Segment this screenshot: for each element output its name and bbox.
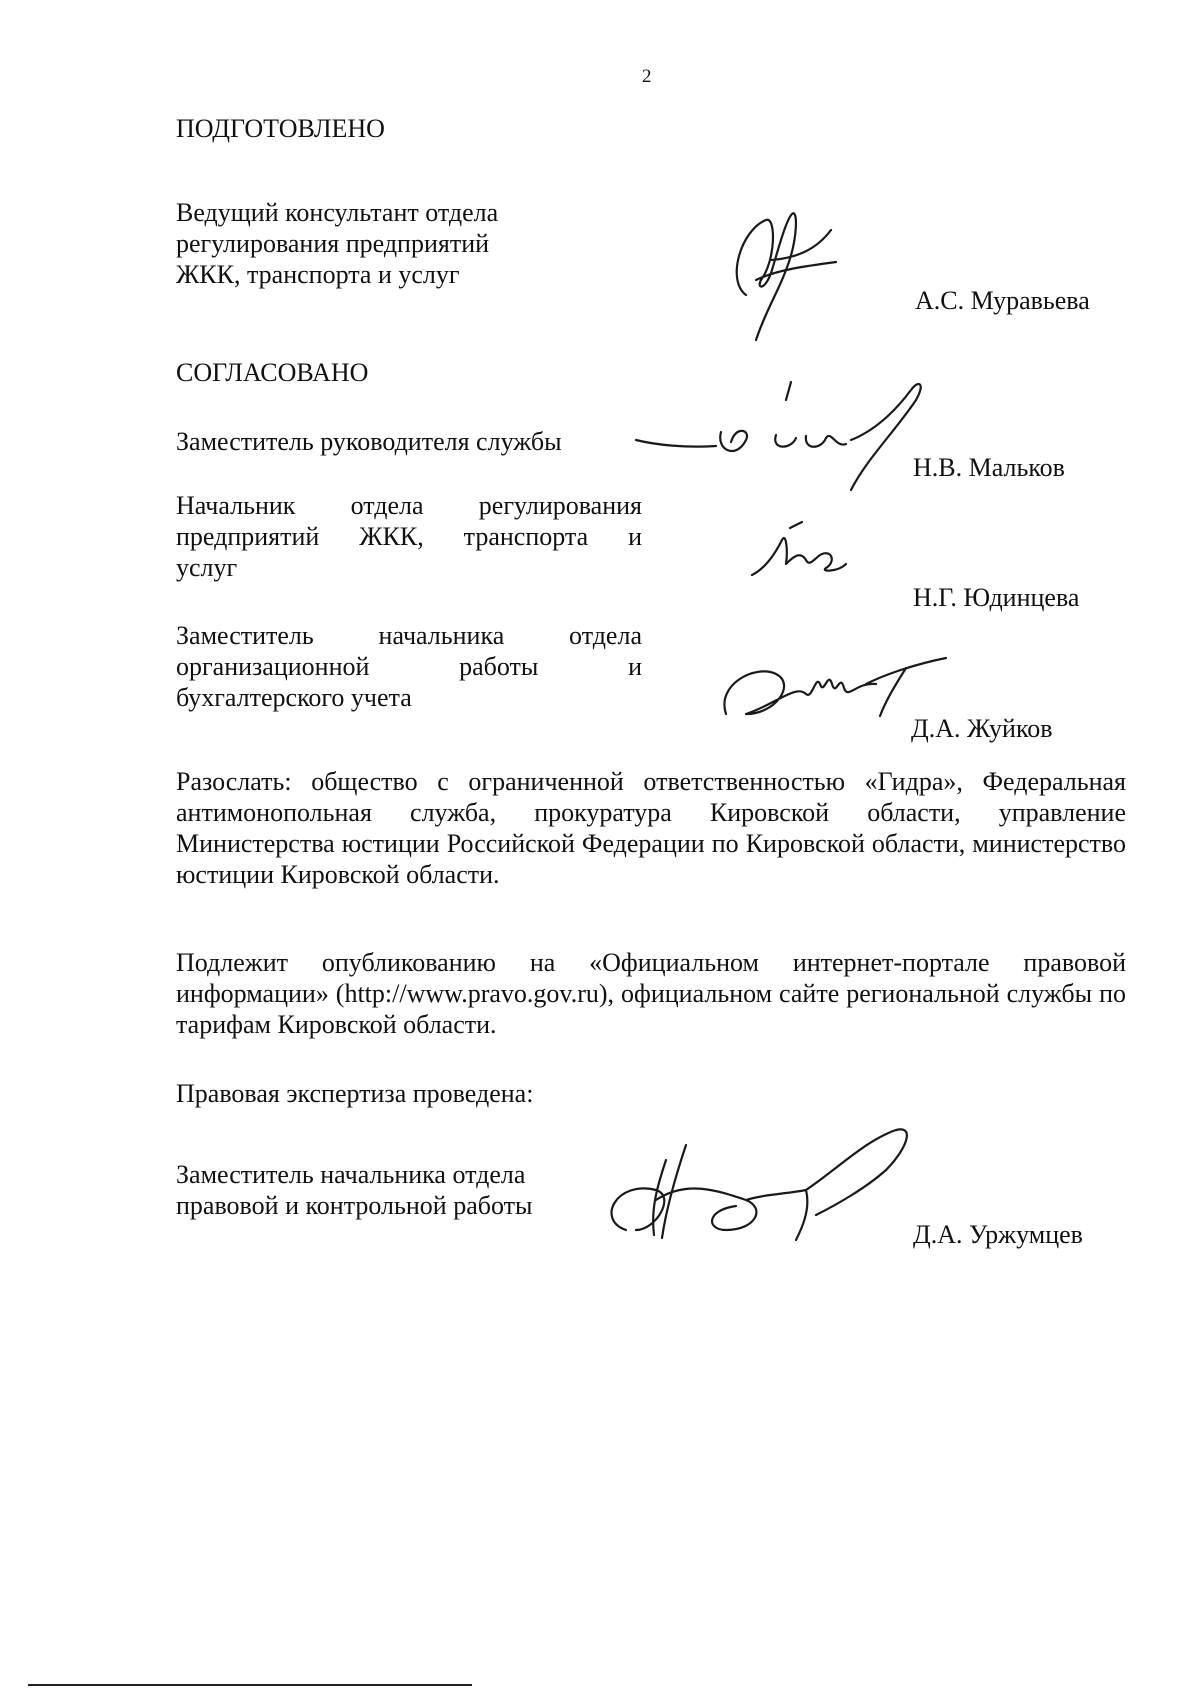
- agreed-role-3-line-3: бухгалтерского учета: [176, 683, 412, 712]
- agreed-role-2: [176, 490, 642, 583]
- agreed-role-3: [176, 620, 642, 713]
- agreed-name-2: Н.Г. Юдинцева: [913, 583, 1080, 612]
- prepared-role: Ведущий консультант отдела регулирования предприятий ЖКК, транспорта и услуг: [176, 198, 499, 289]
- signature-yudintseva: [742, 520, 862, 590]
- page-number: 2: [642, 66, 652, 87]
- agreed-name-1: Н.В. Мальков: [913, 453, 1065, 482]
- footer-rule: [28, 1684, 472, 1686]
- signature-malkov: [626, 370, 946, 500]
- agreed-role-2-line-3: услуг: [176, 553, 238, 582]
- agreed-role-3-line-1: Заместитель начальника отдела: [176, 621, 642, 650]
- legal-review-name: Д.А. Уржумцев: [913, 1220, 1083, 1249]
- legal-review-role: Заместитель начальника отдела правовой и контрольной работы: [176, 1160, 533, 1220]
- agreed-name-3: Д.А. Жуйков: [911, 714, 1053, 743]
- signature-urzhumtsev: [596, 1120, 926, 1250]
- prepared-heading: ПОДГОТОВЛЕНО: [176, 114, 385, 143]
- agreed-role-2-line-2: предприятий ЖКК, транспорта и: [176, 522, 642, 551]
- legal-review-heading: Правовая экспертиза проведена:: [176, 1079, 534, 1108]
- agreed-role-2-line-1: Начальник отдела регулирования: [176, 491, 642, 520]
- agreed-role-1: Заместитель руководителя службы: [176, 427, 562, 456]
- publication-text: Подлежит опубликованию на «Официальном интернет-портале правовой информации» (http://www.pravo.gov.ru), официальном сайте региональной службы по тарифам Кировской области.: [176, 948, 1126, 1039]
- prepared-name: А.С. Муравьева: [915, 286, 1090, 315]
- agreed-heading: СОГЛАСОВАНО: [176, 358, 369, 387]
- distribution-text: Разослать: общество с ограниченной ответственностью «Гидра», Федеральная антимонопольная служба, прокуратура Кировской области, управление Министерства юстиции Российской Федерации по Кировской области, министерство юстиции Кировской области.: [176, 767, 1126, 889]
- agreed-role-3-line-2: организационной работы и: [176, 652, 642, 681]
- signature-muravyeva: [706, 200, 866, 350]
- signature-zhuykov: [716, 644, 956, 724]
